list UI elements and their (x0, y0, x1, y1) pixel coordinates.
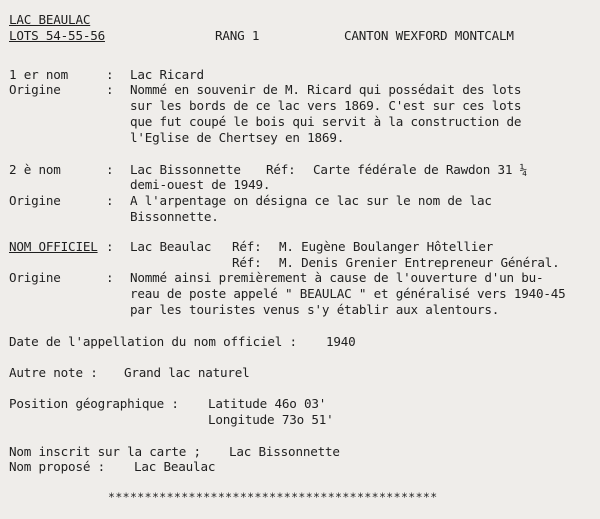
second-origin-line-1: A l'arpentage on désigna ce lac sur le nom de lac (130, 193, 492, 208)
official-origin-line-1: Nommé ainsi premièrement à cause de l'ouverture d'un bu- (130, 270, 544, 285)
note-value: Grand lac naturel (124, 365, 250, 380)
map-proposed-label: Nom proposé : (9, 459, 105, 474)
second-name-sep: : (106, 162, 114, 177)
second-name-value: Lac Bissonnette (130, 162, 241, 177)
date-value: 1940 (326, 334, 356, 349)
longitude-value: Longitude 73o 51' (208, 412, 334, 427)
official-name-sep: : (106, 239, 114, 254)
date-label: Date de l'appellation du nom officiel : (9, 334, 297, 349)
official-origin-line-3: par les touristes venus s'y établir aux alentours. (130, 302, 500, 317)
official-ref-label-1: Réf: (232, 239, 262, 254)
note-label: Autre note : (9, 365, 98, 380)
official-origin-line-2: reau de poste appelé " BEAULAC " et généralisé vers 1940-45 (130, 286, 566, 301)
second-ref-label: Réf: (266, 162, 296, 177)
second-ref-line-2: demi-ouest de 1949. (130, 177, 271, 192)
second-origin-line-2: Bissonnette. (130, 209, 219, 224)
first-origin-line-1: Nommé en souvenir de M. Ricard qui possédait des lots (130, 82, 522, 97)
lake-title: LAC BEAULAC (9, 12, 91, 27)
first-origin-sep: : (106, 82, 114, 97)
first-origin-line-4: l'Eglise de Chertsey en 1869. (130, 130, 345, 145)
map-proposed-value: Lac Beaulac (134, 459, 216, 474)
map-inscribed-value: Lac Bissonnette (229, 444, 340, 459)
rang-line: RANG 1 (215, 28, 260, 43)
official-ref-label-2: Réf: (232, 255, 262, 270)
second-ref-text: Carte fédérale de Rawdon 31 ¼ (313, 162, 528, 177)
first-name-value: Lac Ricard (130, 67, 204, 82)
position-label: Position géographique : (9, 396, 179, 411)
official-name-value: Lac Beaulac (130, 239, 212, 254)
canton-line: CANTON WEXFORD MONTCALM (344, 28, 514, 43)
map-inscribed-label: Nom inscrit sur la carte ; (9, 444, 201, 459)
footer-stars: ********************************************* (108, 490, 438, 504)
first-name-sep: : (106, 67, 114, 82)
second-origin-sep: : (106, 193, 114, 208)
official-origin-sep: : (106, 270, 114, 285)
official-name-label: NOM OFFICIEL (9, 239, 98, 254)
second-origin-label: Origine (9, 193, 61, 208)
official-origin-label: Origine (9, 270, 61, 285)
first-name-label: 1 er nom (9, 67, 69, 82)
first-origin-line-3: que fut coupé le bois qui servit à la construction de (130, 114, 522, 129)
second-name-label: 2 è nom (9, 162, 61, 177)
first-origin-label: Origine (9, 82, 61, 97)
lots-line: LOTS 54-55-56 (9, 28, 105, 43)
official-ref-2: M. Denis Grenier Entrepreneur Général. (279, 255, 560, 270)
first-origin-line-2: sur les bords de ce lac vers 1869. C'est sur ces lots (130, 98, 522, 113)
latitude-value: Latitude 46o 03' (208, 396, 327, 411)
official-ref-1: M. Eugène Boulanger Hôtellier (279, 239, 494, 254)
